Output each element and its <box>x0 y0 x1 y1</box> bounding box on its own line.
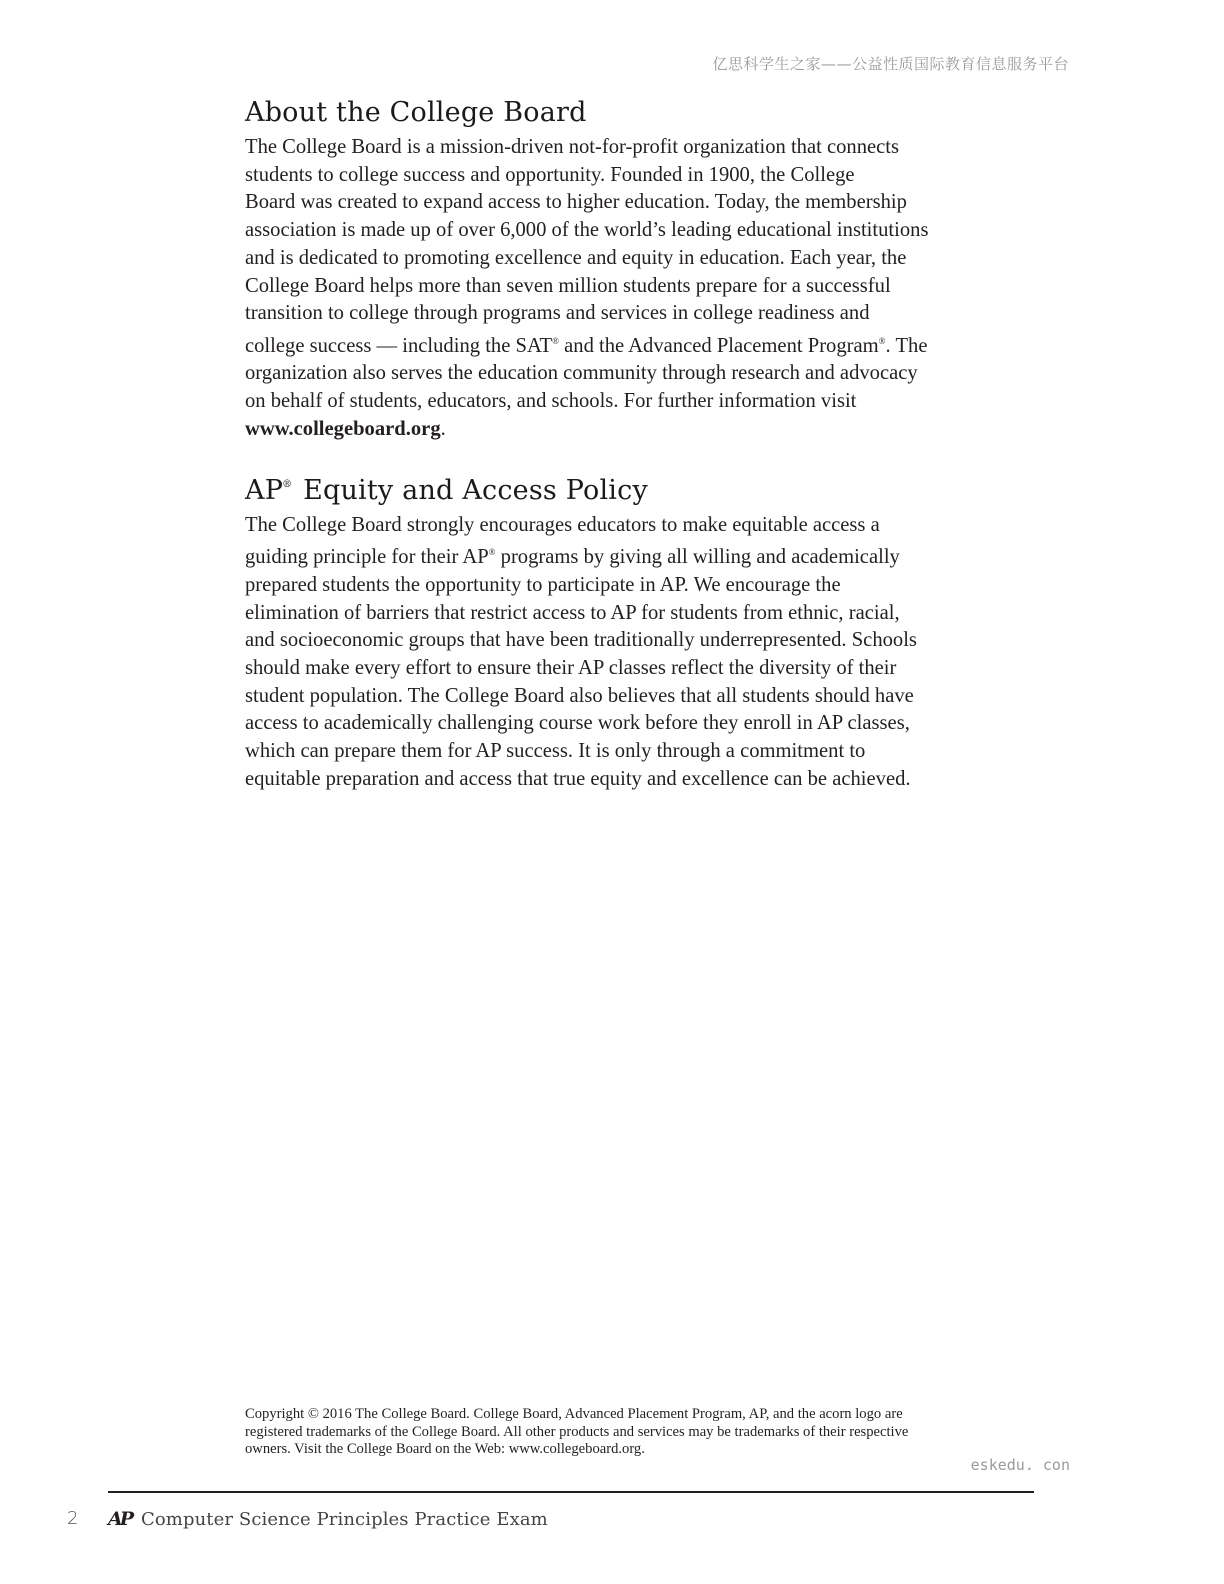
main-content <box>245 96 965 793</box>
about-line: association is made up of over 6,000 of the world’s leading educational institutions <box>245 219 929 242</box>
about-line: transition to college through programs and services in college readiness and <box>245 302 870 325</box>
collegeboard-link[interactable]: www.collegeboard.org <box>245 417 441 440</box>
about-line: and is dedicated to promoting excellence and equity in education. Each year, the <box>245 246 907 269</box>
equity-line: equitable preparation and access that true equity and excellence can be achieved. <box>245 767 911 790</box>
equity-text: guiding principle for their AP <box>245 546 489 569</box>
registered-mark: ® <box>282 478 293 490</box>
equity-heading-suffix: Equity and Access Policy <box>294 474 648 506</box>
equity-line: elimination of barriers that restrict access to AP for students from ethnic, racial, <box>245 601 900 624</box>
about-paragraph <box>245 134 965 444</box>
about-text: . The <box>885 334 928 357</box>
footer-title: Computer Science Principles Practice Exam <box>141 1509 548 1530</box>
equity-paragraph <box>245 512 965 794</box>
page-number: 2 <box>67 1508 79 1529</box>
equity-line: access to academically challenging course work before they enroll in AP classes, <box>245 712 910 735</box>
page-footer <box>0 1508 1224 1538</box>
about-line: organization also serves the education community through research and advocacy <box>245 362 918 385</box>
about-text: college success — including the SAT <box>245 334 553 357</box>
footer-divider <box>108 1491 1034 1493</box>
copyright-line: registered trademarks of the College Board. All other products and services may be trademarks of their respective <box>245 1423 909 1440</box>
copyright-line: owners. Visit the College Board on the Web: www.collegeboard.org. <box>245 1441 645 1458</box>
registered-mark: ® <box>878 335 886 346</box>
equity-heading-prefix: AP <box>245 474 284 506</box>
watermark-bottom: eskedu. con <box>970 1456 1070 1474</box>
equity-line: prepared students the opportunity to participate in AP. We encourage the <box>245 573 841 596</box>
about-line: The College Board is a mission-driven not-for-profit organization that connects <box>245 136 900 158</box>
about-heading: About the College Board <box>245 97 587 128</box>
about-line: on behalf of students, educators, and schools. For further information visit <box>245 390 857 413</box>
about-line: Board was created to expand access to higher education. Today, the membership <box>245 191 907 214</box>
equity-line: student population. The College Board also believes that all students should have <box>245 684 914 707</box>
registered-mark: ® <box>488 547 496 558</box>
copyright-notice <box>245 1406 975 1459</box>
copyright-line: Copyright © 2016 The College Board. College Board, Advanced Placement Program, AP, and the acorn logo are <box>245 1406 903 1422</box>
equity-line: and socioeconomic groups that have been traditionally underrepresented. Schools <box>245 629 917 652</box>
about-line <box>245 416 965 444</box>
equity-line: which can prepare them for AP success. It is only through a commitment to <box>245 740 866 763</box>
registered-mark: ® <box>552 335 559 346</box>
about-text: and the Advanced Placement Program <box>558 334 879 357</box>
link-suffix: . <box>440 417 446 440</box>
about-line: College Board helps more than seven million students prepare for a successful <box>245 274 891 297</box>
watermark-top: 亿思科学生之家——公益性质国际教育信息服务平台 <box>712 55 1069 73</box>
equity-line <box>245 539 965 572</box>
equity-text: programs by giving all willing and academically <box>495 546 900 569</box>
equity-line: should make every effort to ensure their AP classes reflect the diversity of their <box>245 656 897 679</box>
about-line <box>245 328 965 361</box>
equity-line: The College Board strongly encourages educators to make equitable access a <box>245 513 880 536</box>
about-line: students to college success and opportunity. Founded in 1900, the College <box>245 163 855 186</box>
ap-logo-icon: AP <box>108 1508 132 1530</box>
equity-heading <box>245 468 965 508</box>
